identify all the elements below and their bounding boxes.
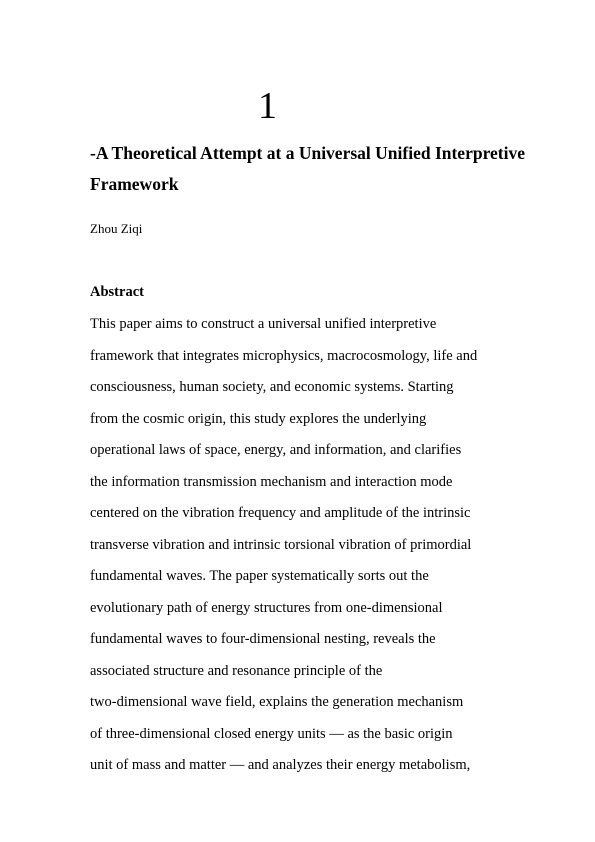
abstract-line: consciousness, human society, and economic systems. Starting	[90, 379, 454, 395]
abstract-line: of three-dimensional closed energy units — as the basic origin	[90, 725, 453, 742]
abstract-line: operational laws of space, energy, and information, and clarifies	[90, 442, 462, 458]
paper-title-line-2: Framework	[90, 174, 179, 194]
abstract-line: two-dimensional wave field, explains the generation mechanism	[90, 694, 464, 710]
paper-title-line-1: -A Theoretical Attempt at a Universal Unified Interpretive	[90, 143, 526, 163]
abstract-line: unit of mass and matter — and analyzes their energy metabolism,	[90, 757, 471, 773]
abstract-line: framework that integrates microphysics, macrocosmology, life and	[90, 347, 478, 364]
abstract-line: evolutionary path of energy structures from one-dimensional	[90, 599, 443, 616]
abstract-line: This paper aims to construct a universal unified interpretive	[90, 316, 437, 332]
abstract-line: the information transmission mechanism and interaction mode	[90, 473, 453, 490]
paper-title	[90, 138, 530, 200]
abstract-line: fundamental waves to four-dimensional nesting, reveals the	[90, 631, 436, 647]
abstract-line: associated structure and resonance principle of the	[90, 662, 383, 679]
abstract-line: from the cosmic origin, this study explores the underlying	[90, 410, 427, 427]
abstract-heading: Abstract	[90, 284, 144, 300]
chapter-number: 1	[258, 85, 277, 127]
abstract-line: centered on the vibration frequency and amplitude of the intrinsic	[90, 505, 471, 521]
abstract-line: fundamental waves. The paper systematically sorts out the	[90, 568, 429, 584]
abstract-body	[90, 309, 510, 782]
author-name: Zhou Ziqi	[90, 221, 143, 236]
abstract-line: transverse vibration and intrinsic torsional vibration of primordial	[90, 536, 472, 553]
